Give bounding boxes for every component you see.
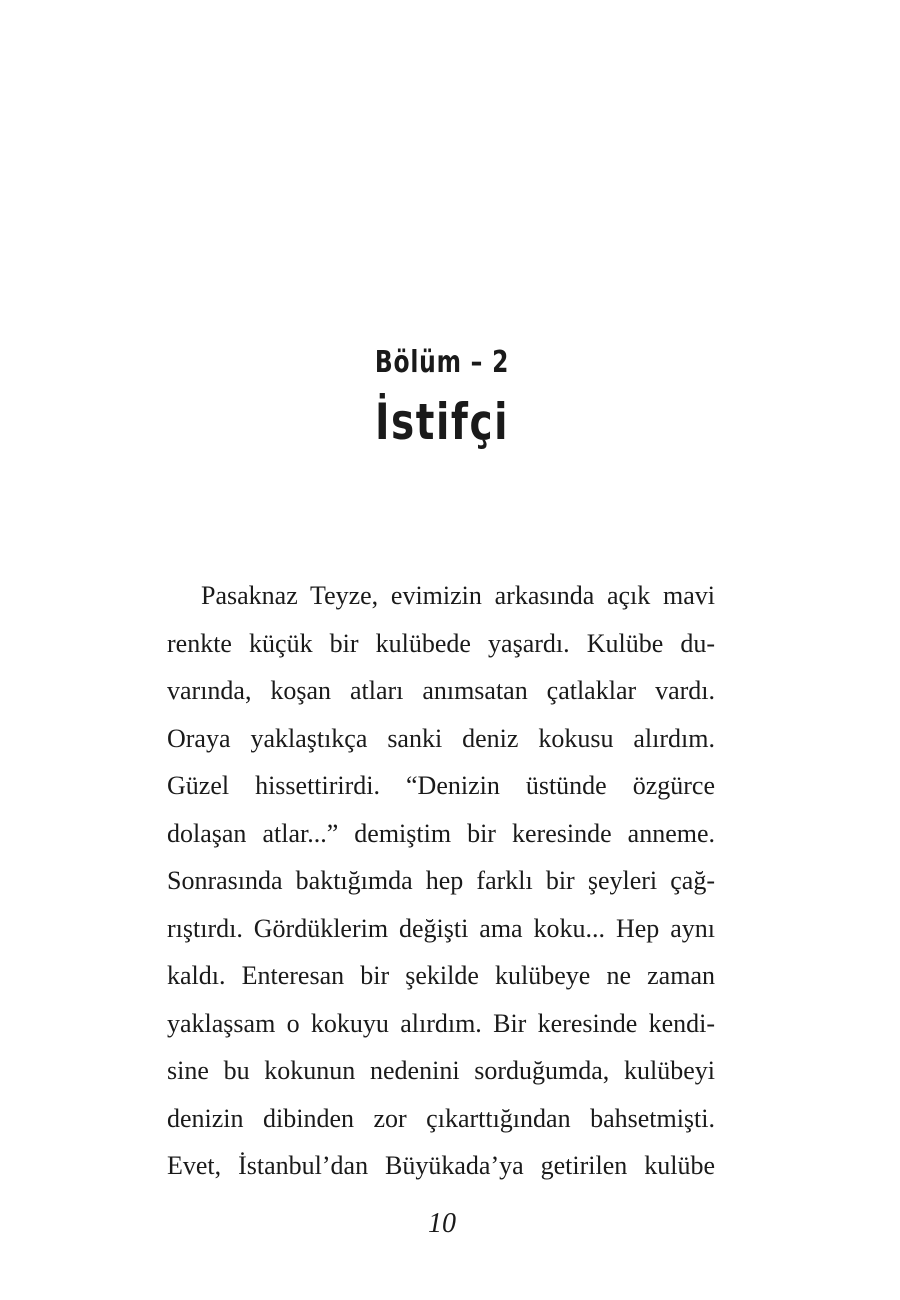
page-number: 10 — [428, 1208, 456, 1239]
text-line: Oraya yaklaştıkça sanki deniz kokusu alırdım. — [167, 723, 715, 753]
text-line: dolaşan atlar...” demiştim bir keresinde anneme. — [167, 818, 715, 848]
text-line: yaklaşsam o kokuyu alırdım. Bir keresinde kendi- — [167, 1008, 715, 1038]
text-line: Sonrasında baktığımda hep farklı bir şeyleri çağ- — [167, 866, 715, 895]
text-line: kaldı. Enteresan bir şekilde kulübeye ne zaman — [167, 961, 715, 990]
text-line: varında, koşan atları anımsatan çatlaklar vardı. — [167, 676, 715, 705]
text-line: Evet, İstanbul’dan Büyükada’ya getirilen kulübe — [167, 1151, 715, 1180]
text-line: Güzel hissettirirdi. “Denizin üstünde özgürce — [167, 771, 715, 800]
text-line: Pasaknaz Teyze, evimizin arkasında açık mavi — [201, 581, 715, 610]
text-line: rıştırdı. Gördüklerim değişti ama koku... Hep aynı — [167, 913, 715, 943]
body-text — [167, 572, 715, 1190]
chapter-label: Bölüm – 2 — [374, 345, 510, 380]
text-line: sine bu kokunun nedenini sorduğumda, kulübeyi — [167, 1056, 715, 1085]
text-line: denizin dibinden zor çıkarttığından bahsetmişti. — [167, 1103, 715, 1133]
chapter-title: İstifçi — [374, 393, 510, 451]
text-line: renkte küçük bir kulübede yaşardı. Kulübe du- — [167, 628, 715, 658]
